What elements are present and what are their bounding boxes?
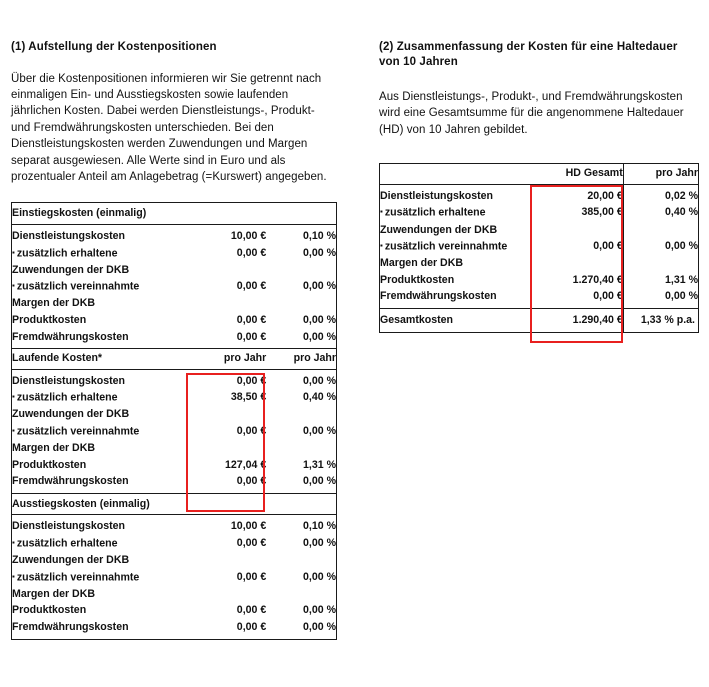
header-label-empty <box>380 164 530 185</box>
row-amount: 127,04 € <box>225 458 267 471</box>
row-percent-empty <box>266 552 336 569</box>
table-row-continuation <box>12 262 337 279</box>
table-row-continuation <box>12 552 337 569</box>
row-amount-empty <box>187 406 266 423</box>
row-percent: 0,10 % <box>303 229 336 242</box>
row-label: Fremdwährungskosten <box>12 330 129 343</box>
row-label: Dienstleistungskosten <box>12 229 126 242</box>
table-row <box>12 619 337 639</box>
row-amount: 0,00 € <box>236 475 267 488</box>
column-header-amount: pro Jahr <box>187 349 266 370</box>
row-percent: 0,00 % <box>303 330 336 343</box>
section-title: Einstiegskosten (einmalig) <box>12 203 188 225</box>
table-row <box>12 329 337 349</box>
table-row <box>12 224 337 244</box>
column-header-percent: pro Jahr <box>266 349 336 370</box>
bullet-square-icon <box>12 247 17 259</box>
section-title-spacer <box>187 493 266 515</box>
row-amount: 0,00 € <box>236 424 267 437</box>
row-percent: 0,00 % <box>303 313 336 326</box>
column-header-hd-gesamt: HD Gesamt <box>530 164 623 185</box>
table-row <box>380 288 699 308</box>
row-label: ▪ zusätzlich vereinnahmte <box>12 423 188 440</box>
total-label: Gesamtkosten <box>380 308 530 332</box>
row-label: Fremdwährungskosten <box>12 621 129 633</box>
row-amount: 0,00 € <box>236 604 267 617</box>
table-header-row <box>380 164 699 185</box>
table-row <box>380 272 699 289</box>
row-amount: 10,00 € <box>230 520 267 533</box>
row-label: Fremdwährungskosten <box>12 475 129 488</box>
row-percent: 0,00 % <box>303 570 336 583</box>
row-amount: 0,00 € <box>236 280 267 293</box>
row-percent-empty <box>266 295 336 312</box>
bullet-square-icon <box>12 281 17 293</box>
row-amount-empty <box>187 440 266 457</box>
row-label: ▪ zusätzlich vereinnahmte <box>12 278 188 295</box>
row-label: Fremdwährungskosten <box>380 290 497 303</box>
row-label: Produktkosten <box>12 313 87 326</box>
table-row-continuation <box>12 440 337 457</box>
total-amount: 1.290,40 € <box>530 308 623 332</box>
left-section-heading: (1) Aufstellung der Kostenpositionen <box>11 41 217 53</box>
left-section-paragraph: Über die Kostenpositionen informieren wir Sie getrennt nach einmaligen Ein- und Ausstiegskosten sowie laufenden jährlichen Kosten. Dabei werden Dienstleistungs-, Produkt- und Fremdwährungskosten unterschieden. Bei den Dienstleistungskosten werden Zuwendungen und Margen separat ausgewiesen. Alle Werte sind in Euro und als prozentualer Anteil am Anlagebetrag (=Kurswert) angegeben. <box>11 72 327 183</box>
table-row <box>12 423 337 440</box>
table-row-continuation <box>12 406 337 423</box>
row-label: ▪ zusätzlich erhaltene <box>12 389 188 406</box>
row-label: Produktkosten <box>380 273 455 286</box>
row-label-continued: Zuwendungen der DKB <box>380 223 498 236</box>
row-label: ▪ zusätzlich erhaltene <box>12 245 188 262</box>
row-percent: 0,00 % <box>303 374 336 387</box>
row-percent: 0,02 % <box>623 184 698 204</box>
row-percent: 0,00 % <box>303 280 336 293</box>
section-title-spacer <box>187 203 266 225</box>
table-row <box>12 312 337 329</box>
row-percent: 0,00 % <box>623 288 698 308</box>
row-percent-empty <box>623 222 698 239</box>
row-label: Dienstleistungskosten <box>12 520 126 533</box>
row-label-continued: Zuwendungen der DKB <box>12 554 130 567</box>
row-label: ▪ zusätzlich erhaltene <box>380 204 530 221</box>
row-label-continued: Zuwendungen der DKB <box>12 263 130 276</box>
row-percent-empty <box>266 406 336 423</box>
table-row <box>12 389 337 406</box>
bullet-square-icon <box>12 538 17 550</box>
bullet-square-icon <box>12 425 17 437</box>
row-label-continued: Margen der DKB <box>12 587 95 600</box>
kostenpositionen-table <box>11 202 337 639</box>
row-label: ▪ zusätzlich vereinnahmte <box>380 238 530 255</box>
row-amount-empty <box>187 262 266 279</box>
row-percent: 0,00 % <box>303 537 336 550</box>
table-row <box>380 238 699 255</box>
row-percent: 0,40 % <box>303 391 336 404</box>
table-row-continuation <box>380 255 699 272</box>
row-amount-empty <box>187 552 266 569</box>
row-label: Produktkosten <box>12 604 87 617</box>
row-amount: 0,00 € <box>236 570 267 583</box>
row-amount: 0,00 € <box>236 313 267 326</box>
table-total-row <box>380 308 699 332</box>
row-percent: 0,00 % <box>303 475 336 488</box>
row-amount-empty <box>187 295 266 312</box>
row-amount-empty <box>530 222 623 239</box>
row-amount: 0,00 € <box>236 374 267 387</box>
row-percent: 0,00 % <box>303 246 336 259</box>
row-label: ▪ zusätzlich vereinnahmte <box>12 569 188 586</box>
row-amount: 38,50 € <box>230 391 267 404</box>
left-column <box>11 40 337 640</box>
row-amount: 0,00 € <box>593 290 623 303</box>
row-percent-empty <box>623 255 698 272</box>
table-row <box>380 204 699 221</box>
table-row <box>12 473 337 493</box>
table-row-continuation <box>12 295 337 312</box>
table-row <box>12 278 337 295</box>
row-percent: 1,31 % <box>303 458 336 471</box>
row-amount-empty <box>530 255 623 272</box>
table-row-continuation <box>12 586 337 603</box>
row-amount: 0,00 € <box>236 537 267 550</box>
bullet-square-icon <box>380 207 385 219</box>
section-title-spacer <box>266 203 336 225</box>
right-section-heading: (2) Zusammenfassung der Kosten für eine Haltedauer von 10 Jahren <box>379 41 678 68</box>
row-percent: 0,00 % <box>303 424 336 437</box>
section-title-spacer <box>266 493 336 515</box>
row-amount: 0,00 € <box>236 621 267 633</box>
table-row <box>12 245 337 262</box>
row-amount: 20,00 € <box>587 189 623 202</box>
total-percent: 1,33 % p.a. <box>623 308 698 332</box>
row-percent: 0,00 % <box>303 604 336 617</box>
table-row <box>12 535 337 552</box>
right-section-paragraph: Aus Dienstleistungs-, Produkt-, und Fremdwährungskosten wird eine Gesamtsumme für die angenommene Haltedauer (HD) von 10 Jahren gebildet. <box>379 91 684 136</box>
table-row <box>12 457 337 474</box>
row-amount: 0,00 € <box>236 246 267 259</box>
row-amount: 0,00 € <box>236 330 267 343</box>
section-title: Laufende Kosten* <box>12 349 188 370</box>
column-header-pro-jahr: pro Jahr <box>623 164 698 185</box>
row-amount-empty <box>187 586 266 603</box>
row-percent: 0,10 % <box>303 520 336 533</box>
bullet-square-icon <box>380 241 385 253</box>
row-percent: 0,00 % <box>303 621 336 633</box>
table-row <box>12 369 337 389</box>
table-row <box>12 515 337 535</box>
bullet-square-icon <box>12 571 17 583</box>
table-section-header <box>12 493 337 515</box>
row-label: ▪ zusätzlich erhaltene <box>12 535 188 552</box>
table-row-continuation <box>380 222 699 239</box>
table-section-header <box>12 203 337 225</box>
right-column <box>379 40 699 333</box>
row-percent: 0,00 % <box>623 238 698 255</box>
row-percent-empty <box>266 586 336 603</box>
table-row <box>12 569 337 586</box>
row-label: Produktkosten <box>12 458 87 471</box>
row-percent-empty <box>266 262 336 279</box>
bullet-square-icon <box>12 392 17 404</box>
row-percent: 1,31 % <box>623 272 698 289</box>
row-label-continued: Zuwendungen der DKB <box>12 408 130 421</box>
row-amount: 1.270,40 € <box>572 273 623 286</box>
section-title: Ausstiegskosten (einmalig) <box>12 493 188 515</box>
row-label: Dienstleistungskosten <box>380 189 494 202</box>
table-row <box>12 602 337 619</box>
row-amount: 10,00 € <box>230 229 267 242</box>
table-row <box>380 184 699 204</box>
row-amount: 385,00 € <box>581 206 623 219</box>
zusammenfassung-table <box>379 163 699 332</box>
row-label-continued: Margen der DKB <box>12 442 95 455</box>
row-percent-empty <box>266 440 336 457</box>
row-amount: 0,00 € <box>593 240 623 253</box>
row-percent: 0,40 % <box>623 204 698 221</box>
row-label-continued: Margen der DKB <box>12 297 95 310</box>
row-label-continued: Margen der DKB <box>380 257 463 270</box>
row-label: Dienstleistungskosten <box>12 374 126 387</box>
table-section-header <box>12 349 337 370</box>
